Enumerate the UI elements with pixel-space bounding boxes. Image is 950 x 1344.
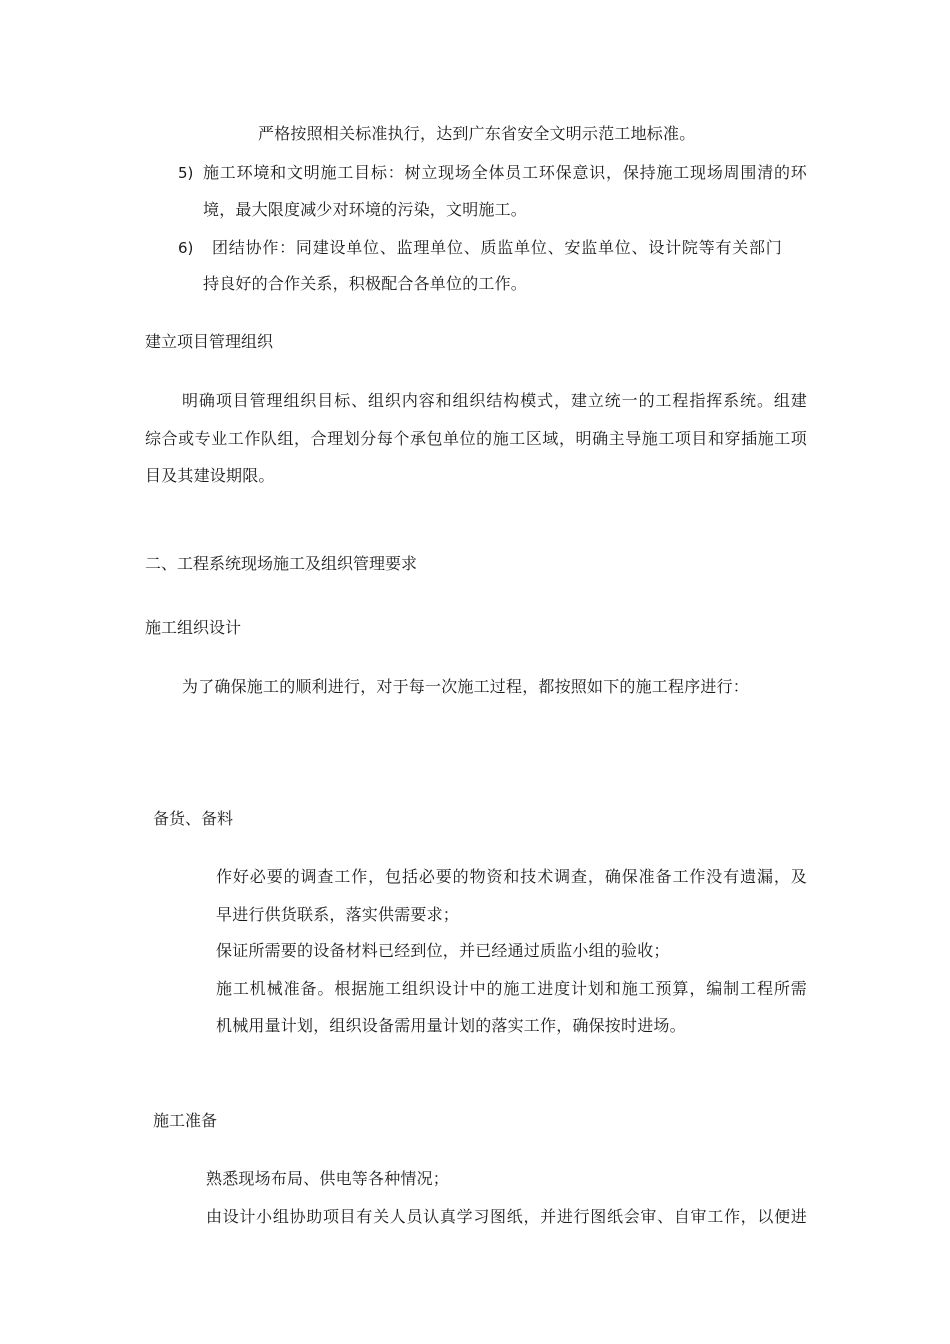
section-stock-item-1-line-1: 作好必要的调查工作，包括必要的物资和技术调查，确保准备工作没有遗漏，及 [216,867,807,886]
section-org-title: 建立项目管理组织 [145,332,274,351]
continuation-line: 严格按照相关标准执行，达到广东省安全文明示范工地标准。 [258,124,696,143]
section-design-para: 为了确保施工的顺利进行，对于每一次施工过程，都按照如下的施工程序进行： [182,677,750,696]
section-prep-item-1: 熟悉现场布局、供电等各种情况； [206,1169,450,1188]
section-stock-item-3-line-2: 机械用量计划，组织设备需用量计划的落实工作，确保按时进场。 [216,1016,686,1035]
item-5-line-1: 施工环境和文明施工目标：树立现场全体员工环保意识，保持施工现场周围清的环 [203,163,807,182]
section-design-title: 施工组织设计 [145,618,242,637]
section-stock-title: 备货、备料 [153,809,234,828]
item-6-number: 6) [178,239,194,257]
item-6-line-2: 持良好的合作关系，积极配合各单位的工作。 [203,274,528,293]
item-5-line-2: 境，最大限度减少对环境的污染，文明施工。 [203,200,528,219]
section-org-para-line-2: 综合或专业工作队组，合理划分每个承包单位的施工区域，明确主导施工项目和穿插施工项 [145,429,807,448]
section-org-para-line-3: 目及其建设期限。 [145,466,275,485]
section-org-para-line-1: 明确项目管理组织目标、组织内容和组织结构模式，建立统一的工程指挥系统。组建 [182,391,807,410]
section-stock-item-3-line-1: 施工机械准备。根据施工组织设计中的施工进度计划和施工预算，编制工程所需 [216,979,807,998]
section-stock-item-2: 保证所需要的设备材料已经到位，并已经通过质监小组的验收； [216,941,670,960]
chapter-2-title: 二、工程系统现场施工及组织管理要求 [145,554,418,573]
section-prep-title: 施工准备 [153,1111,218,1130]
item-6-line-1: 团结协作：同建设单位、监理单位、质监单位、安监单位、设计院等有关部门 [212,238,782,257]
item-5-number: 5) [178,164,194,182]
section-prep-item-2-line-1: 由设计小组协助项目有关人员认真学习图纸，并进行图纸会审、自审工作，以便进 [206,1207,807,1226]
section-stock-item-1-line-2: 早进行供货联系，落实供需要求； [216,905,460,924]
